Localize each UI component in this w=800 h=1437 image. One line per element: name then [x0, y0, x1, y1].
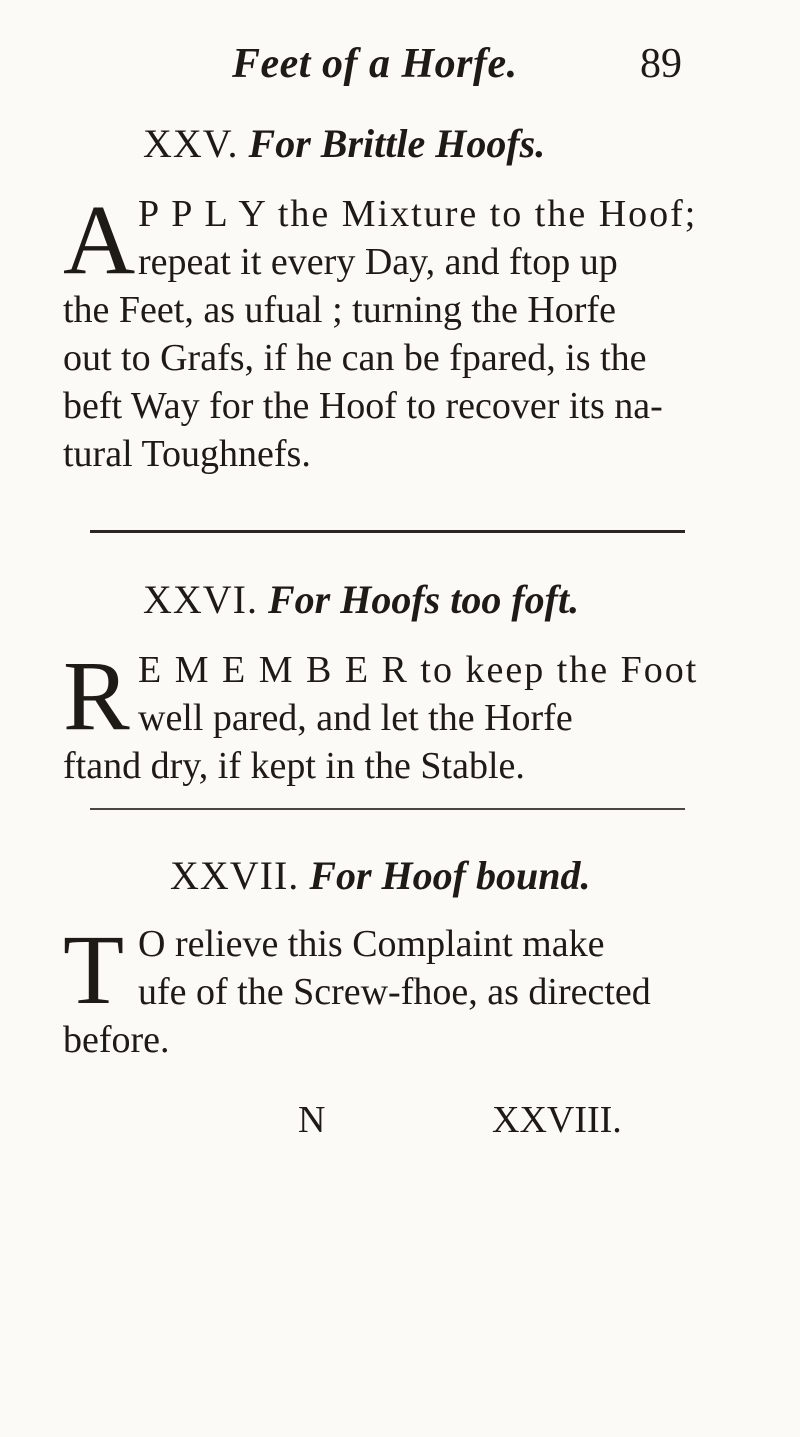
page-number: 89 — [640, 41, 682, 87]
text-line: out to Grafs, if he can be fpared, is the — [63, 337, 647, 379]
running-head — [0, 40, 800, 100]
section-body-xxvii — [63, 914, 713, 1064]
section-heading-xxvi — [143, 576, 579, 623]
text-line: P P L Y the Mixture to the Hoof; — [138, 193, 698, 235]
section-heading-xxv — [143, 120, 545, 167]
section-body-xxv — [63, 184, 713, 478]
section-title: For Brittle Hoofs. — [248, 121, 546, 166]
section-title: For Hoof bound. — [309, 853, 591, 898]
signature-mark: N — [298, 1099, 326, 1141]
text-line: E M E M B E R to keep the Foot — [138, 649, 699, 691]
text-line: ufe of the Screw-fhoe, as directed — [138, 971, 651, 1013]
drop-capital: T — [63, 914, 125, 1025]
section-number: XXV. — [143, 121, 239, 166]
text-line: the Feet, as ufual ; turning the Horfe — [63, 289, 616, 331]
page-footer — [0, 1098, 800, 1148]
text-line: tural Toughnefs. — [63, 433, 311, 475]
running-title: Feet of a Horfe. — [232, 41, 518, 87]
text-line: well pared, and let the Horfe — [138, 697, 573, 739]
text-line: beft Way for the Hoof to recover its na- — [63, 385, 663, 427]
drop-capital: A — [63, 184, 136, 295]
text-line: repeat it every Day, and ftop up — [138, 241, 618, 283]
drop-capital: R — [63, 640, 130, 751]
catchword: XXVIII. — [492, 1099, 622, 1141]
section-divider — [90, 808, 685, 810]
text-line: ftand dry, if kept in the Stable. — [63, 745, 525, 787]
section-title: For Hoofs too foft. — [267, 577, 580, 622]
section-body-xxvi — [63, 640, 713, 790]
text-line: before. — [63, 1019, 170, 1061]
text-line: O relieve this Complaint make — [138, 923, 605, 965]
section-number: XXVI. — [143, 577, 258, 622]
section-number: XXVII. — [170, 853, 300, 898]
section-heading-xxvii — [170, 852, 590, 899]
section-divider — [90, 530, 685, 533]
